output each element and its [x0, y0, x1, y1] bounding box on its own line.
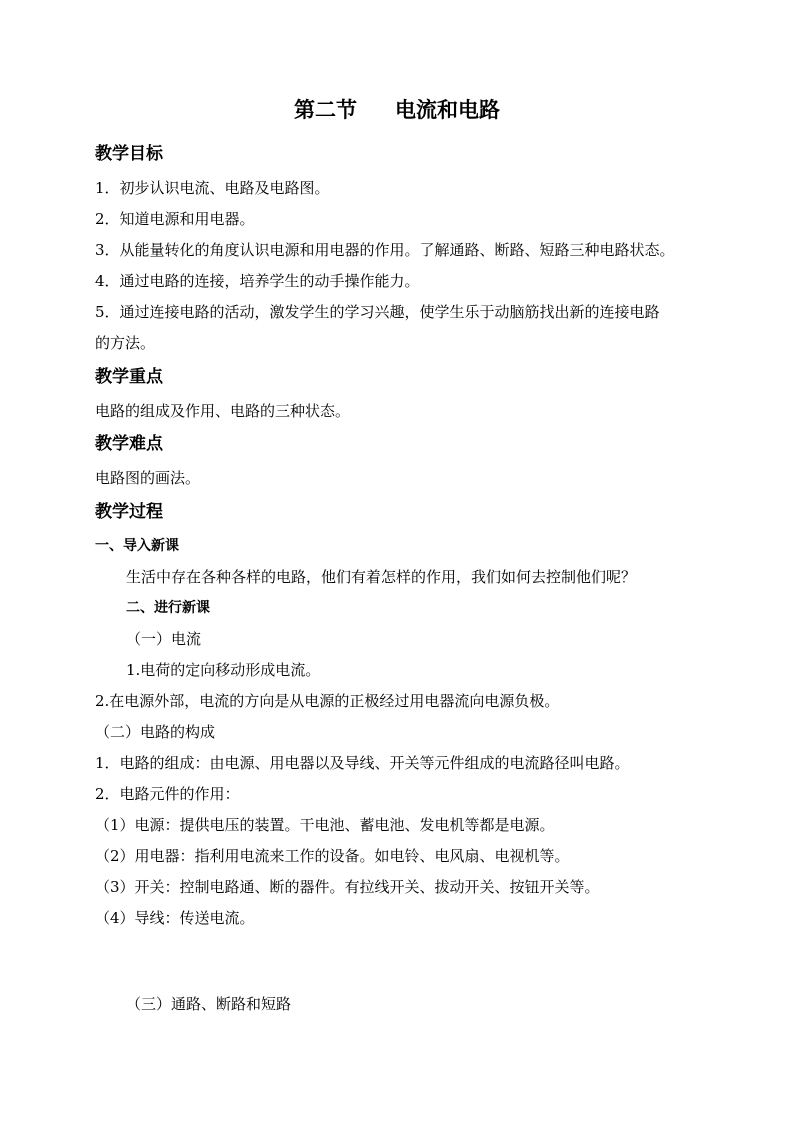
circuit-heading: （二）电路的构成 — [95, 723, 216, 741]
process-heading: 教学过程 — [95, 502, 163, 522]
objective-item-3: 3．从能量转化的角度认识电源和用电器的作用。了解通路、断路、短路三种电路状态。 — [95, 241, 675, 259]
difficulties-text: 电路图的画法。 — [95, 469, 201, 487]
circuit-item-1: 1．电路的组成：由电源、用电器以及导线、开关等元件组成的电流路径叫电路。 — [95, 754, 630, 772]
intro-heading: 一、导入新课 — [95, 538, 179, 554]
objectives-heading: 教学目标 — [95, 144, 163, 164]
current-item-2: 2.在电源外部，电流的方向是从电源的正极经过用电器流向电源负极。 — [95, 692, 560, 710]
objective-item-5: 5．通过连接电路的活动，激发学生的学习兴趣，使学生乐于动脑筋找出新的连接电路 — [95, 303, 660, 321]
circuit-item-2: 2．电路元件的作用： — [95, 785, 240, 803]
title-name: 电流和电路 — [395, 98, 500, 122]
key-points-text: 电路的组成及作用、电路的三种状态。 — [95, 402, 351, 420]
objective-item-1: 1．初步认识电流、电路及电路图。 — [95, 179, 330, 197]
key-points-heading: 教学重点 — [95, 367, 163, 387]
title-section: 第二节 — [294, 98, 357, 122]
element-wire: （4）导线：传送电流。 — [95, 909, 255, 927]
objective-item-2: 2．知道电源和用电器。 — [95, 210, 255, 228]
page-title — [0, 96, 794, 124]
difficulties-heading: 教学难点 — [95, 434, 163, 454]
states-heading: （三）通路、断路和短路 — [126, 995, 292, 1013]
new-lesson-heading: 二、进行新课 — [126, 600, 210, 616]
current-item-1: 1.电荷的定向移动形成电流。 — [126, 661, 321, 679]
element-appliance: （2）用电器：指利用电流来工作的设备。如电铃、电风扇、电视机等。 — [95, 847, 570, 865]
objective-item-5-cont: 的方法。 — [95, 334, 156, 352]
objective-item-4: 4．通过电路的连接，培养学生的动手操作能力。 — [95, 272, 420, 290]
intro-text: 生活中存在各种各样的电路，他们有着怎样的作用，我们如何去控制他们呢？ — [126, 568, 637, 586]
element-switch: （3）开关：控制电路通、断的器件。有拉线开关、拔动开关、按钮开关等。 — [95, 878, 600, 896]
element-power-source: （1）电源：提供电压的装置。干电池、蓄电池、发电机等都是电源。 — [95, 816, 555, 834]
current-heading: （一）电流 — [126, 630, 202, 648]
